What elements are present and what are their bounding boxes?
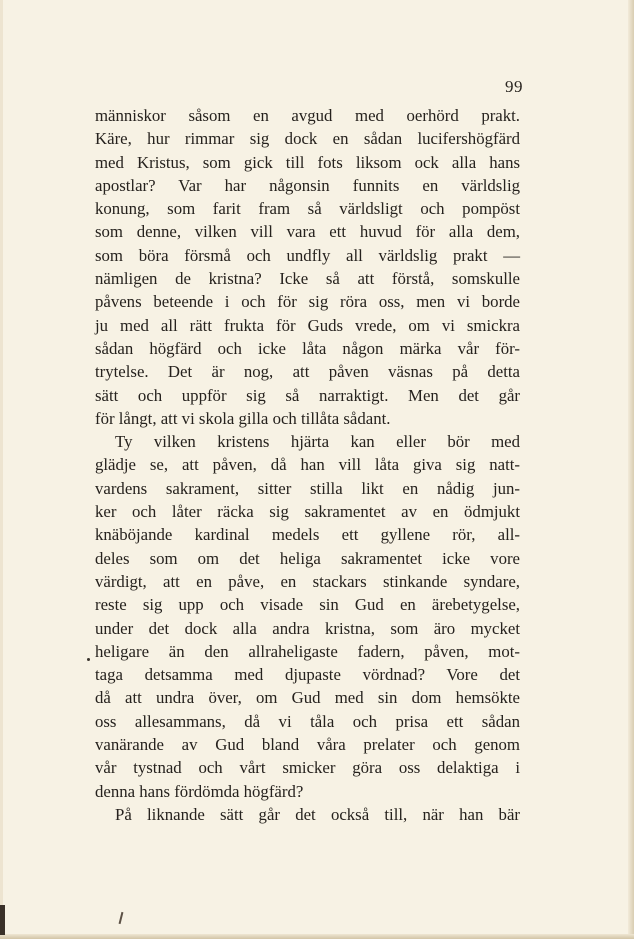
text-line: vardens sakrament, sitter stilla likt en nådig jun- bbox=[95, 478, 520, 498]
text-line: taga detsamma med djupaste vördnad? Vore det bbox=[95, 665, 520, 685]
text-line: glädje se, att påven, då han vill låta giva sig natt- bbox=[95, 455, 520, 475]
text-line-paragraph-start: På liknande sätt går det också till, när han bär bbox=[115, 804, 520, 824]
text-line: heligare än den allraheligaste fadern, påven, mot- bbox=[95, 641, 520, 661]
text-line: då att undra över, om Gud med sin dom hemsökte bbox=[95, 688, 520, 708]
text-line: sådan högfärd och icke låta någon märka vår för- bbox=[95, 338, 520, 358]
text-line: nämligen de kristna? Icke så att förstå, somskulle bbox=[95, 269, 520, 289]
page-number: 99 bbox=[505, 77, 523, 96]
body-text bbox=[95, 104, 520, 826]
text-line: knäböjande kardinal medels ett gyllene rör, all- bbox=[95, 525, 520, 545]
page-right-edge bbox=[628, 0, 634, 939]
text-line: trytelse. Det är nog, att påven väsnas på detta bbox=[95, 362, 520, 382]
text-line: denna hans fördömda högfärd? bbox=[95, 781, 304, 801]
text-line: människor såsom en avgud med oerhörd prakt. bbox=[95, 106, 520, 125]
text-line: vanärande av Gud bland våra prelater och genom bbox=[95, 735, 520, 755]
page-left-edge bbox=[0, 0, 3, 939]
text-line: apostlar? Var har någonsin funnits en världslig bbox=[95, 175, 520, 195]
text-line: under det dock alla andra kristna, som äro mycket bbox=[95, 618, 520, 638]
text-line: deles som om det heliga sakramentet icke vore bbox=[95, 548, 520, 568]
page-bottom-edge bbox=[0, 934, 634, 939]
text-line: vår tystnad och vårt smicker göra oss delaktiga i bbox=[95, 758, 520, 778]
text-line: konung, som farit fram så världsligt och pompöst bbox=[95, 199, 520, 219]
text-line: påvens beteende i och för sig röra oss, men vi borde bbox=[95, 292, 520, 312]
ink-speck bbox=[119, 912, 124, 924]
margin-mark bbox=[87, 658, 90, 661]
text-line: med Kristus, som gick till fots liksom ock alla hans bbox=[95, 152, 520, 172]
text-line: som denne, vilken vill vara ett huvud för alla dem, bbox=[95, 222, 520, 242]
text-line: ker och låter räcka sig sakramentet av en ödmjukt bbox=[95, 502, 520, 522]
text-line: för långt, att vi skola gilla och tillåta sådant. bbox=[95, 408, 391, 428]
binding-mark bbox=[0, 905, 5, 935]
text-line-paragraph-start: Ty vilken kristens hjärta kan eller bör med bbox=[115, 432, 520, 452]
text-line: värdigt, att en påve, en stackars stinkande syndare, bbox=[95, 571, 520, 591]
text-line: ju med all rätt frukta för Guds vrede, om vi smickra bbox=[95, 315, 520, 335]
text-line: reste sig upp och visade sin Gud en ärebetygelse, bbox=[95, 595, 520, 615]
text-line: sätt och uppför sig så narraktigt. Men det går bbox=[95, 385, 520, 405]
text-line: Käre, hur rimmar sig dock en sådan lucifershögfärd bbox=[95, 129, 520, 149]
text-line: oss allesammans, då vi tåla och prisa ett sådan bbox=[95, 711, 520, 731]
text-line: som böra försmå och undfly all världslig prakt — bbox=[95, 245, 520, 265]
